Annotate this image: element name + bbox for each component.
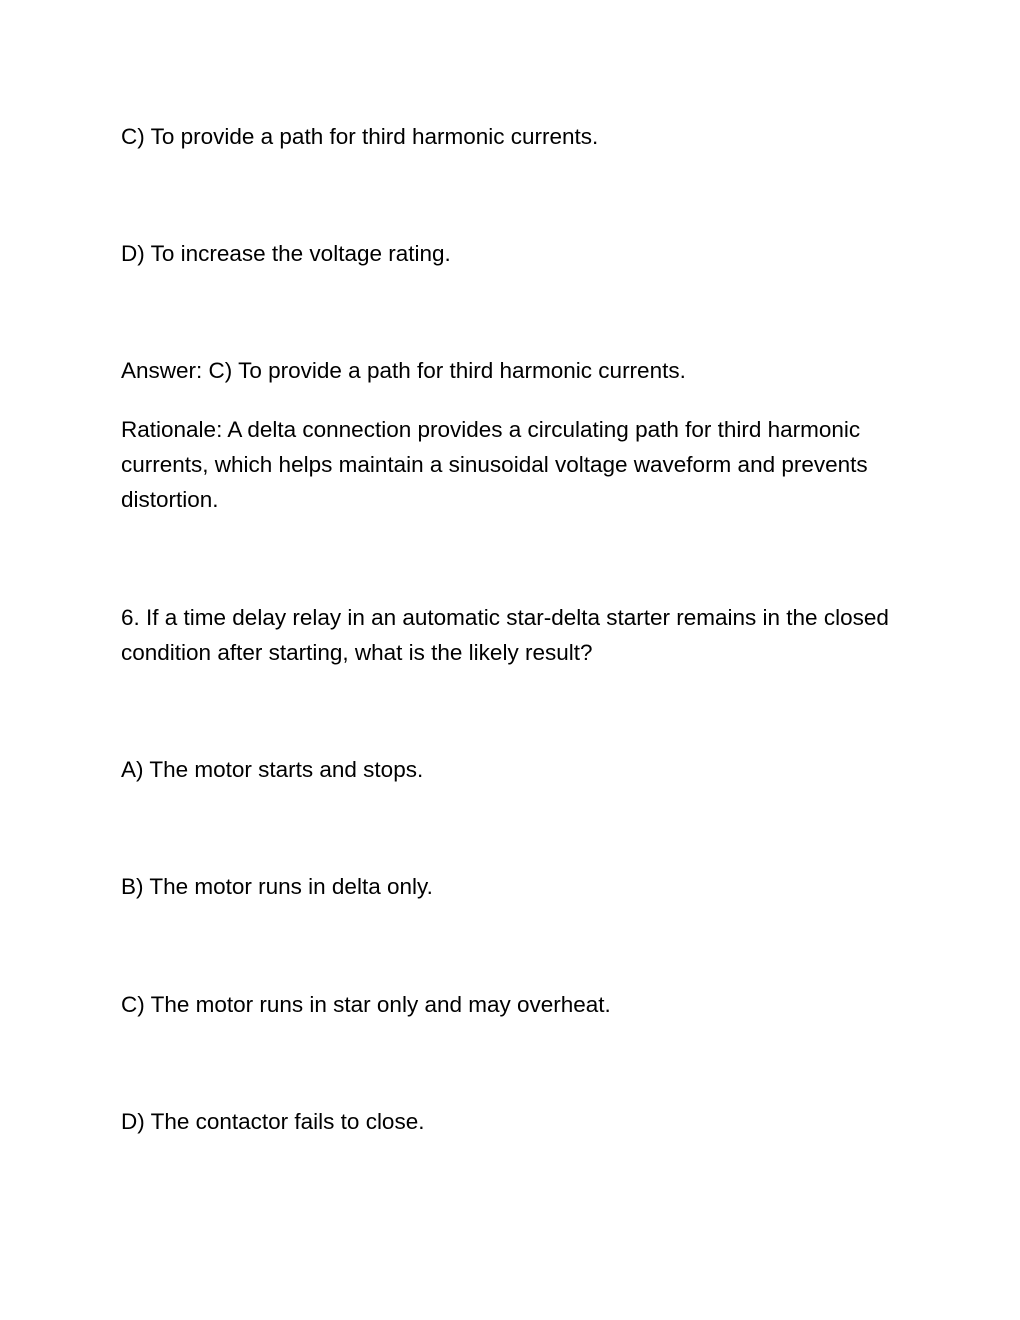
question-6-option-c: C) The motor runs in star only and may overheat. (121, 992, 611, 1017)
question-6-option-b: B) The motor runs in delta only. (121, 874, 433, 899)
rationale-text: Rationale: A delta connection provides a circulating path for third harmonic currents, which helps maintain a sinusoidal voltage waveform and prevents distortion. (121, 417, 868, 512)
question-6-prompt: 6. If a time delay relay in an automatic star-delta starter remains in the closed condition after starting, what is the likely result? (121, 605, 889, 665)
answer-text: Answer: C) To provide a path for third harmonic currents. (121, 358, 686, 383)
question-6-option-a: A) The motor starts and stops. (121, 757, 424, 782)
option-d: D) To increase the voltage rating. (121, 241, 451, 266)
option-c: C) To provide a path for third harmonic currents. (121, 124, 599, 149)
question-6-option-d: D) The contactor fails to close. (121, 1109, 425, 1134)
